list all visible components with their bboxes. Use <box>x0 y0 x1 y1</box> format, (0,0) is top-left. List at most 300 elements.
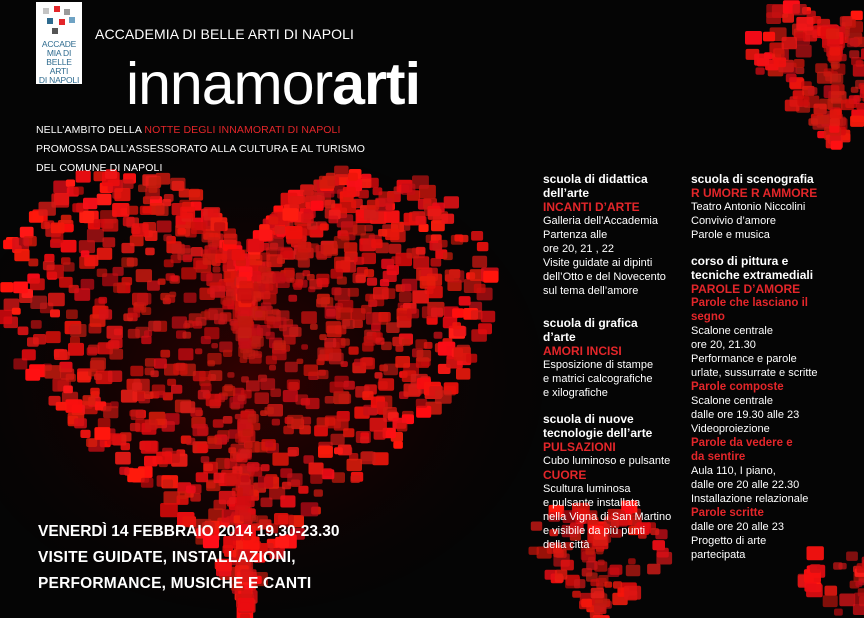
academy-logo <box>36 2 82 84</box>
heart-light-square <box>416 399 427 408</box>
heart-light-square <box>51 233 63 243</box>
heart-light-square <box>272 453 288 466</box>
heart-light-square <box>412 290 429 303</box>
heart-light-square <box>613 581 622 588</box>
heart-light-square <box>331 269 343 279</box>
heart-light-square <box>445 270 460 282</box>
heart-light-square <box>395 356 410 368</box>
heart-light-square <box>30 278 45 290</box>
school-name: scuola di didattica dell’arte <box>543 172 648 200</box>
heart-light-square <box>14 249 29 261</box>
heart-light-square <box>171 385 182 394</box>
heart-light-square <box>273 340 285 350</box>
heart-light-square <box>317 278 329 287</box>
heart-light-square <box>424 342 433 349</box>
heart-light-square <box>416 216 427 225</box>
heart-light-square <box>144 456 158 467</box>
heart-light-square <box>191 222 206 234</box>
heart-light-square <box>97 269 108 277</box>
heart-light-square <box>65 399 82 413</box>
heart-light-square <box>238 395 246 401</box>
heart-light-square <box>376 338 385 345</box>
school-name: corso di pittura e tecniche extramediali <box>691 254 814 282</box>
heart-light-square <box>184 320 193 327</box>
heart-light-square <box>806 584 823 597</box>
heart-light-square <box>0 310 12 324</box>
event-detail: partecipata <box>691 549 746 561</box>
heart-light-square <box>25 369 40 381</box>
heart-light-square <box>441 214 454 224</box>
organization-name: ACCADEMIA DI BELLE ARTI DI NAPOLI <box>95 26 355 42</box>
heart-light-square <box>157 221 172 233</box>
heart-light-square <box>832 65 838 70</box>
heart-light-square <box>211 343 218 348</box>
heart-light-square <box>310 474 322 484</box>
heart-light-square <box>208 208 219 217</box>
heart-light-square <box>283 208 299 221</box>
heart-light-square <box>287 415 303 428</box>
heart-light-square <box>114 188 130 201</box>
heart-light-square <box>121 243 134 253</box>
heart-light-square <box>203 463 213 471</box>
heart-light-square <box>857 563 864 573</box>
heart-light-square <box>94 374 102 381</box>
heart-light-square <box>572 591 581 598</box>
heart-light-square <box>344 381 355 390</box>
logo-line: DI NAPOLI <box>38 75 80 85</box>
heart-light-square <box>94 219 105 228</box>
heart-light-square <box>148 321 161 331</box>
heart-light-square <box>841 100 854 110</box>
heart-light-square <box>207 436 217 444</box>
heart-light-square <box>264 407 274 415</box>
heart-light-square <box>102 219 118 232</box>
heart-light-square <box>417 350 432 362</box>
event-title-light: innamor <box>126 51 333 117</box>
heart-light-square <box>432 243 442 251</box>
heart-light-square <box>83 198 97 210</box>
heart-light-square <box>243 429 252 436</box>
event-detail: e xilografiche <box>543 387 608 399</box>
heart-light-square <box>833 562 842 570</box>
heart-light-square <box>825 586 838 596</box>
heart-light-square <box>183 255 193 263</box>
heart-light-square <box>56 402 67 411</box>
event-detail: Convivio d’amore <box>691 215 776 227</box>
event-name: AMORI INCISI <box>543 344 622 358</box>
heart-light-square <box>222 386 235 397</box>
heart-light-square <box>456 368 470 380</box>
heart-light-square <box>74 288 90 301</box>
event-detail: sul tema dell’amore <box>543 285 639 297</box>
heart-light-square <box>246 239 263 253</box>
heart-light-square <box>213 266 221 272</box>
heart-light-square <box>269 217 279 225</box>
heart-light-square <box>328 216 338 224</box>
heart-light-square <box>240 614 250 618</box>
event-detail: e visibile da più punti <box>543 525 646 537</box>
heart-light-square <box>796 45 812 58</box>
heart-light-square <box>531 522 542 531</box>
heart-light-square <box>13 282 28 294</box>
heart-light-square <box>317 370 328 379</box>
heart-light-square <box>160 350 170 358</box>
school-name: scuola di scenografia <box>691 172 814 186</box>
event-detail: urlate, sussurrate e scritte <box>691 367 818 379</box>
heart-light-square <box>443 252 453 260</box>
heart-light-square <box>319 176 335 189</box>
heart-light-square <box>178 348 193 360</box>
heart-light-square <box>235 414 242 420</box>
event-detail: dell’Otto e del Novecento <box>543 271 666 283</box>
heart-light-square <box>266 310 281 322</box>
heart-light-square <box>301 398 310 405</box>
heart-light-square <box>70 337 80 345</box>
event-detail: Scultura luminosa <box>543 483 631 495</box>
heart-light-square <box>399 292 412 302</box>
heart-light-square <box>412 175 429 189</box>
heart-light-square <box>266 332 275 339</box>
heart-light-square <box>72 203 83 212</box>
heart-light-square <box>141 336 151 344</box>
heart-light-square <box>373 187 383 195</box>
heart-light-square <box>483 271 498 283</box>
sub-event-title: Parole scritte <box>691 507 764 519</box>
heart-light-square <box>163 480 174 489</box>
heart-light-square <box>351 308 366 320</box>
heart-light-square <box>459 296 471 306</box>
heart-light-square <box>756 67 765 74</box>
heart-light-square <box>610 565 623 575</box>
heart-light-square <box>380 279 389 287</box>
heart-light-square <box>274 226 285 235</box>
event-name: PAROLE D’AMORE <box>691 282 801 296</box>
heart-light-square <box>191 247 203 257</box>
heart-light-square <box>215 254 227 263</box>
heart-light-square <box>361 451 374 461</box>
intro-comune: COMUNE DI NAPOLI <box>59 162 163 174</box>
heart-light-square <box>204 327 219 339</box>
heart-light-square <box>796 17 813 31</box>
intro-line-3 <box>36 163 476 174</box>
heart-light-square <box>435 390 452 404</box>
heart-light-square <box>186 486 196 494</box>
heart-light-square <box>782 13 794 22</box>
sub-event-title: Parole da vedere e da sentire <box>691 437 793 463</box>
heart-light-square <box>206 394 222 407</box>
heart-light-square <box>48 293 65 306</box>
event-detail: Visite guidate ai dipinti <box>543 257 653 269</box>
heart-light-square <box>119 467 129 475</box>
heart-light-square <box>298 486 308 494</box>
heart-light-square <box>766 4 783 18</box>
heart-light-square <box>160 503 178 517</box>
heart-light-square <box>471 231 483 241</box>
heart-light-square <box>367 200 379 210</box>
heart-light-square <box>797 96 809 106</box>
heart-light-square <box>289 327 301 337</box>
heart-light-square <box>98 297 107 304</box>
heart-light-square <box>529 547 539 555</box>
heart-light-square <box>181 267 196 279</box>
heart-light-square <box>232 250 245 261</box>
heart-light-square <box>474 284 486 293</box>
heart-light-square <box>12 238 29 252</box>
heart-light-square <box>624 586 641 600</box>
heart-light-square <box>796 67 805 74</box>
heart-light-square <box>349 347 359 355</box>
heart-light-square <box>131 409 144 420</box>
heart-light-square <box>367 278 377 286</box>
heart-light-square <box>793 4 807 15</box>
heart-light-square <box>201 456 210 463</box>
heart-light-square <box>261 464 270 471</box>
heart-light-square <box>360 436 369 443</box>
heart-light-square <box>41 222 50 229</box>
heart-light-square <box>371 239 382 248</box>
heart-light-square <box>373 287 389 300</box>
heart-light-square <box>145 248 155 256</box>
heart-light-square <box>378 378 394 391</box>
heart-light-square <box>364 336 376 346</box>
heart-light-square <box>626 565 641 577</box>
heart-light-square <box>402 339 411 346</box>
heart-light-square <box>343 428 354 437</box>
heart-light-square <box>63 262 75 271</box>
heart-light-square <box>341 338 350 345</box>
heart-light-square <box>269 365 276 371</box>
heart-light-square <box>258 476 273 488</box>
heart-light-square <box>331 434 345 445</box>
heart-light-square <box>127 258 138 267</box>
heart-light-square <box>189 189 203 200</box>
heart-light-square <box>132 223 149 236</box>
heart-light-square <box>454 234 463 241</box>
heart-light-square <box>64 224 74 232</box>
heart-light-square <box>386 322 400 333</box>
event-name: PULSAZIONI <box>543 440 616 454</box>
heart-light-square <box>87 347 98 355</box>
heart-light-square <box>598 560 605 566</box>
heart-light-square <box>240 450 251 459</box>
event-name: R UMORE R AMMORE <box>691 186 818 200</box>
heart-light-square <box>830 109 842 119</box>
intro-text: NELL’AMBITO DELLA <box>36 124 145 136</box>
heart-light-square <box>180 401 195 413</box>
heart-light-square <box>452 322 461 329</box>
event-detail: Partenza alle <box>543 229 608 241</box>
heart-light-square <box>774 57 787 67</box>
heart-light-square <box>83 395 96 405</box>
heart-light-square <box>839 594 855 607</box>
heart-light-square <box>99 309 112 320</box>
heart-light-square <box>830 47 841 56</box>
event-tagline-2: PERFORMANCE, MUSICHE E CANTI <box>38 575 312 592</box>
heart-light-square <box>581 599 592 608</box>
heart-light-square <box>817 72 832 84</box>
heart-light-square <box>347 459 363 471</box>
heart-light-square <box>247 462 259 472</box>
event-detail: dalle ore 19.30 alle 23 <box>691 409 800 421</box>
heart-light-square <box>273 273 286 283</box>
heart-light-square <box>586 561 597 570</box>
heart-light-square <box>389 244 402 254</box>
heart-light-square <box>137 293 151 305</box>
heart-light-square <box>334 236 350 249</box>
heart-light-square <box>303 455 314 463</box>
heart-light-square <box>855 581 862 587</box>
heart-light-square <box>745 31 762 45</box>
event-detail: Performance e parole <box>691 353 797 365</box>
event-detail: dalle ore 20 alle 22.30 <box>691 479 800 491</box>
heart-light-square <box>207 360 215 366</box>
heart-light-square <box>301 213 314 223</box>
logo-squares <box>40 6 78 30</box>
heart-light-square <box>481 311 495 323</box>
heart-light-square <box>50 309 60 317</box>
heart-light-square <box>826 29 839 40</box>
heart-light-square <box>141 478 154 488</box>
heart-light-square <box>393 441 403 449</box>
heart-light-square <box>28 259 38 267</box>
heart-light-square <box>66 180 75 187</box>
heart-light-square <box>325 417 336 425</box>
heart-light-square <box>604 582 612 588</box>
heart-light-square <box>156 206 169 217</box>
heart-light-square <box>176 363 186 371</box>
heart-light-square <box>353 225 366 236</box>
event-detail: ore 20, 21.30 <box>691 339 756 351</box>
heart-light-square <box>214 222 225 231</box>
heart-light-square <box>197 444 208 453</box>
heart-light-square <box>261 498 273 508</box>
heart-light-square <box>286 271 295 278</box>
sub-event-title: Parole che lasciano il segno <box>691 297 808 323</box>
heart-light-square <box>255 392 270 404</box>
heart-light-square <box>265 441 273 448</box>
heart-light-square <box>290 196 306 209</box>
heart-light-square <box>193 424 208 436</box>
heart-light-square <box>785 100 800 112</box>
event-detail: Scalone centrale <box>691 395 773 407</box>
heart-light-square <box>177 228 185 235</box>
heart-light-square <box>222 436 230 442</box>
heart-light-square <box>213 419 224 428</box>
heart-light-square <box>834 609 843 616</box>
event-name: INCANTI D’ARTE <box>543 200 640 214</box>
heart-light-square <box>18 327 29 336</box>
heart-light-square <box>240 513 251 522</box>
heart-light-square <box>203 254 217 265</box>
heart-light-square <box>113 283 126 293</box>
heart-light-square <box>246 380 260 391</box>
heart-light-square <box>39 202 56 216</box>
heart-light-square <box>854 593 864 604</box>
heart-light-square <box>316 298 327 307</box>
heart-light-square <box>343 187 356 197</box>
heart-light-square <box>199 371 211 380</box>
intro-highlight: NOTTE DEGLI INNAMORATI DI NAPOLI <box>144 124 341 136</box>
heart-light-square <box>320 223 329 230</box>
heart-light-square <box>248 414 259 423</box>
heart-light-square <box>241 475 250 482</box>
program-column-2 <box>691 168 861 562</box>
heart-light-square <box>74 187 84 195</box>
heart-light-square <box>402 279 418 291</box>
heart-light-square <box>44 254 54 262</box>
heart-light-square <box>399 311 412 321</box>
event-detail: Progetto di arte <box>691 535 767 547</box>
heart-light-square <box>239 338 252 348</box>
heart-light-square <box>434 332 443 339</box>
heart-light-square <box>128 329 140 339</box>
heart-light-square <box>186 438 195 445</box>
heart-light-square <box>97 194 112 206</box>
heart-light-square <box>370 418 387 432</box>
heart-light-square <box>849 50 859 58</box>
heart-light-square <box>288 295 297 302</box>
event-detail: nella Vigna di San Martino <box>543 511 672 523</box>
heart-light-square <box>103 237 116 247</box>
heart-light-square <box>27 337 39 347</box>
heart-light-square <box>329 353 344 365</box>
event-detail: Esposizione di stampe <box>543 359 654 371</box>
heart-light-square <box>808 118 818 126</box>
heart-light-square <box>304 365 318 377</box>
heart-light-square <box>354 257 364 265</box>
heart-light-square <box>310 324 318 330</box>
event-detail: ore 20, 21 , 22 <box>543 243 614 255</box>
heart-light-square <box>794 59 805 68</box>
heart-light-square <box>0 282 13 292</box>
heart-light-square <box>12 308 21 315</box>
heart-light-square <box>98 418 111 428</box>
heart-light-square <box>850 116 864 127</box>
heart-light-square <box>110 338 122 348</box>
heart-light-square <box>318 446 333 458</box>
school-name: scuola di grafica d’arte <box>543 316 638 344</box>
heart-light-square <box>561 560 574 571</box>
heart-light-square <box>285 362 298 372</box>
heart-light-square <box>251 336 264 347</box>
heart-light-square <box>68 343 84 356</box>
heart-light-square <box>260 378 275 390</box>
event-title-bold: arti <box>332 51 420 117</box>
heart-light-square <box>128 308 141 318</box>
heart-light-square <box>81 279 95 290</box>
heart-light-square <box>324 338 336 348</box>
heart-light-square <box>163 234 172 241</box>
heart-light-square <box>145 420 158 430</box>
heart-light-square <box>279 325 287 331</box>
heart-light-square <box>314 489 323 496</box>
heart-light-square <box>466 354 477 363</box>
heart-light-square <box>416 247 426 255</box>
heart-light-square <box>754 54 769 66</box>
heart-light-square <box>851 11 863 21</box>
heart-light-square <box>326 321 341 333</box>
heart-light-square <box>301 311 317 324</box>
logo-wordmark <box>37 40 81 85</box>
heart-light-square <box>283 390 298 402</box>
heart-light-square <box>340 200 357 213</box>
event-detail: Galleria dell’Accademia <box>543 215 658 227</box>
heart-light-square <box>555 570 567 580</box>
heart-light-square <box>141 307 151 315</box>
event-detail: Aula 110, I piano, <box>691 465 776 477</box>
heart-light-square <box>336 307 352 320</box>
heart-light-square <box>297 359 304 364</box>
